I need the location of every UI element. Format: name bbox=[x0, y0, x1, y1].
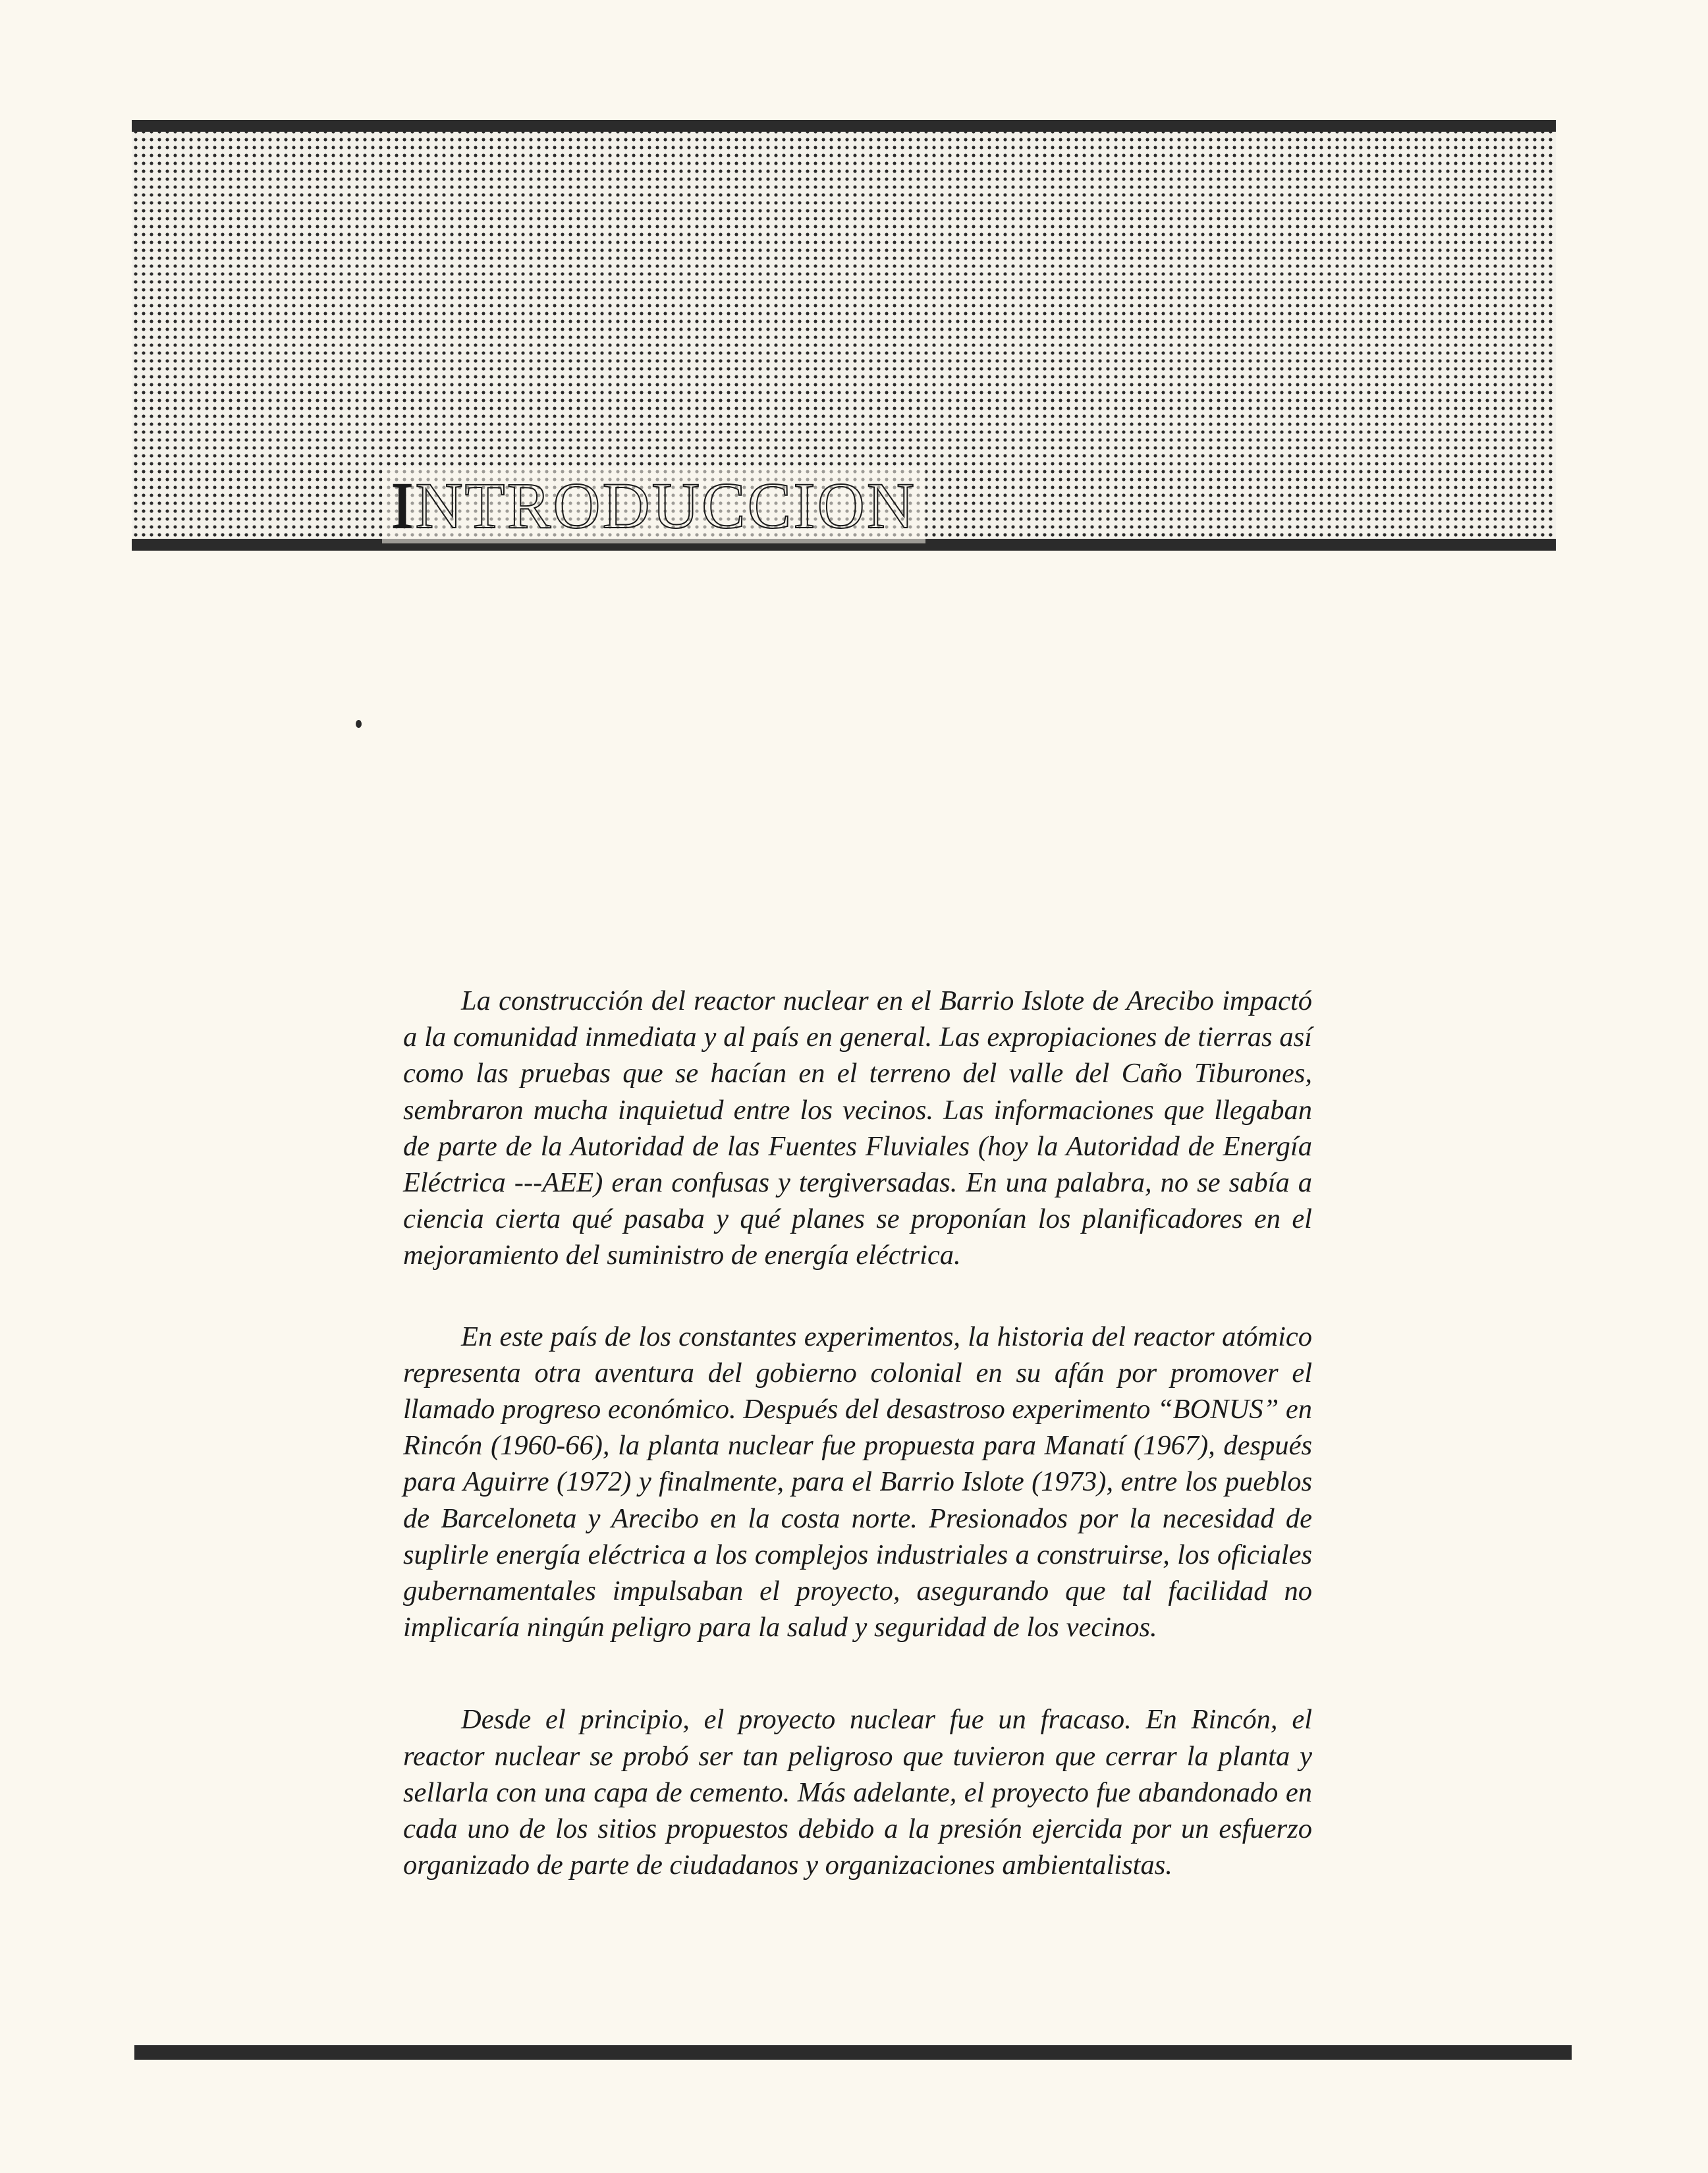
paragraph-1: La construcción del reactor nuclear en el Barrio Islote de Arecibo impactó a la comunidad inmediata y al país en general. Las expropiaciones de tierras así como las pruebas que se hacían en el terreno del valle del Caño Tiburones, sembraron mucha inquietud entre los vecinos. Las informaciones que llegaban de parte de la Autoridad de las Fuentes Fluviales (hoy la Autoridad de Energía Eléctrica ---AEE) eran confusas y tergiversadas. En una palabra, no se sabía a ciencia cierta qué pasaba y qué planes se proponían los planificadores en el mejoramiento del suministro de energía eléctrica. bbox=[403, 985, 1312, 1271]
bottom-rule bbox=[134, 2045, 1572, 2060]
page-title: INTRODUCCION bbox=[382, 468, 925, 543]
ink-speck bbox=[356, 720, 362, 728]
body-text bbox=[403, 983, 1312, 1883]
paragraph-3: Desde el principio, el proyecto nuclear fue un fracaso. En Rincón, el reactor nuclear se probó ser tan peligroso que tuvieron que cerrar la planta y sellarla con una capa de cemento. Más adelante, el proyecto fue abandonado en cada uno de los sitios propuestos debido a la presión ejercida por un esfuerzo organizado de parte de ciudadanos y organizaciones ambientalistas. bbox=[403, 1704, 1312, 1881]
top-rule bbox=[132, 120, 1556, 132]
paragraph-2: En este país de los constantes experimentos, la historia del reactor atómico representa otra aventura del gobierno colonial en su afán por promover el llamado progreso económico. Después del desastroso experimento “BONUS” en Rincón (1960-66), la planta nuclear fue propuesta para Manatí (1967), después para Aguirre (1972) y finalmente, para el Barrio Islote (1973), entre los pueblos de Barceloneta y Arecibo en la costa norte. Presionados por la necesidad de suplirle energía eléctrica a los complejos industriales a construirse, los oficiales gubernamentales impulsaban el proyecto, asegurando que tal facilidad no implicaría ningún peligro para la salud y seguridad de los vecinos. bbox=[403, 1321, 1312, 1643]
